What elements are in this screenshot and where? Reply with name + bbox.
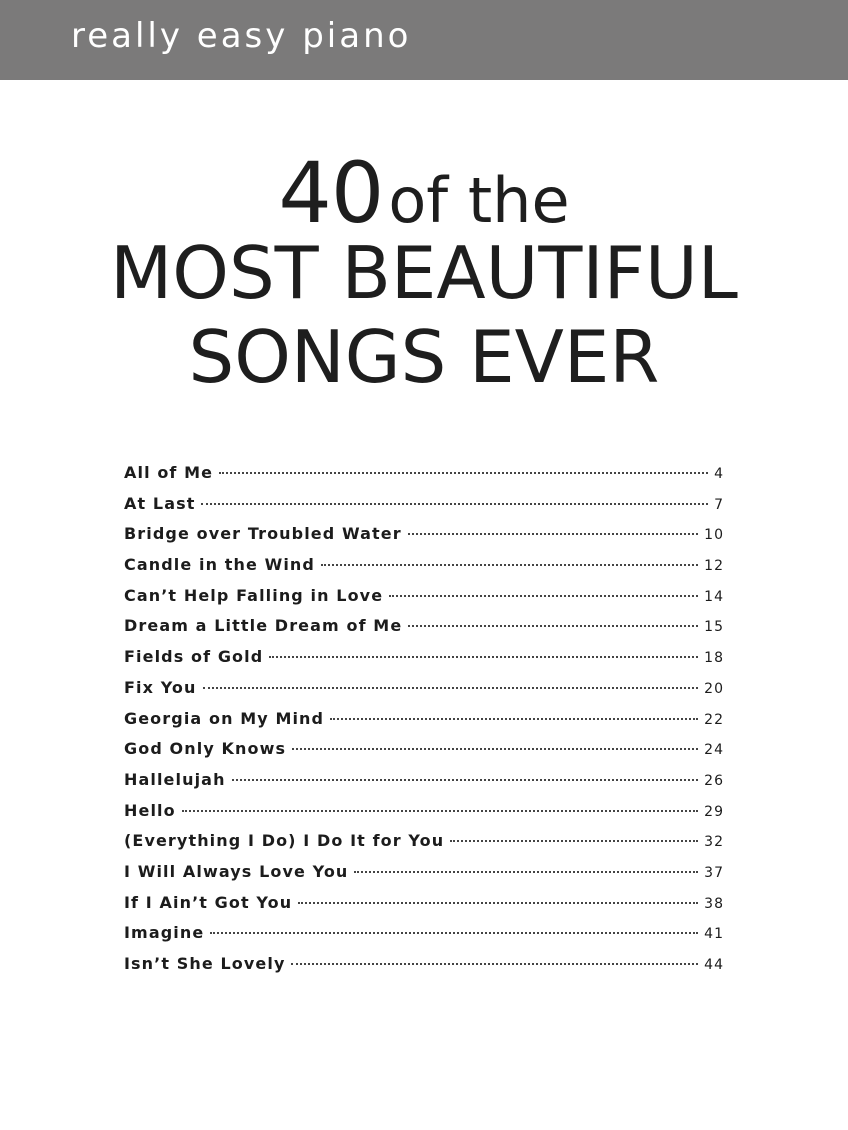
toc-page-number: 18 (704, 650, 724, 667)
toc-page-number: 10 (704, 527, 724, 544)
toc-page-number: 38 (704, 895, 724, 912)
toc-page-number: 15 (704, 619, 724, 636)
title-line-2: MOST BEAUTIFUL (110, 231, 738, 315)
title-line-3: SONGS EVER (188, 315, 660, 399)
toc-song-title: (Everything I Do) I Do It for You (124, 831, 445, 851)
toc-song-title: I Will Always Love You (124, 861, 349, 881)
toc-dot-leader (450, 840, 698, 842)
toc-entry (124, 770, 724, 801)
toc-page-number: 22 (704, 711, 724, 728)
toc-dot-leader (330, 718, 698, 720)
toc-dot-leader (292, 748, 698, 750)
toc-song-title: God Only Knows (124, 739, 287, 759)
toc-dot-leader (269, 656, 698, 658)
toc-song-title: Georgia on My Mind (124, 708, 325, 728)
series-header-bar (0, 0, 848, 80)
toc-song-title: Fix You (124, 677, 197, 697)
toc-dot-leader (408, 533, 698, 535)
toc-song-title: Hello (124, 800, 176, 820)
toc-song-title: Fields of Gold (124, 647, 264, 667)
title-of-the: of the (388, 164, 570, 237)
toc-page-number: 26 (704, 772, 724, 789)
toc-page-number: 29 (704, 803, 724, 820)
toc-dot-leader (298, 902, 698, 904)
toc-dot-leader (389, 595, 698, 597)
toc-page-number: 24 (704, 742, 724, 759)
toc-page-number: 41 (704, 926, 724, 943)
toc-page-number: 32 (704, 834, 724, 851)
toc-entry (124, 524, 724, 555)
toc-entry (124, 893, 724, 924)
toc-song-title: Bridge over Troubled Water (124, 524, 402, 544)
toc-dot-leader (201, 503, 708, 505)
toc-page-number: 37 (704, 864, 724, 881)
toc-song-title: At Last (124, 493, 196, 513)
toc-dot-leader (354, 871, 698, 873)
table-of-contents (124, 463, 724, 985)
toc-entry (124, 494, 724, 525)
toc-entry (124, 801, 724, 832)
toc-page-number: 7 (714, 496, 724, 513)
toc-entry (124, 739, 724, 770)
toc-entry (124, 586, 724, 617)
toc-song-title: Can’t Help Falling in Love (124, 585, 384, 605)
toc-dot-leader (321, 564, 698, 566)
title-number: 40 (278, 144, 384, 242)
toc-entry (124, 463, 724, 494)
series-name: really easy piano (71, 16, 412, 56)
toc-song-title: Imagine (124, 923, 205, 943)
toc-dot-leader (232, 779, 699, 781)
toc-dot-leader (291, 963, 698, 965)
toc-dot-leader (219, 472, 708, 474)
toc-page-number: 14 (704, 588, 724, 605)
toc-dot-leader (408, 625, 698, 627)
toc-entry (124, 678, 724, 709)
toc-entry (124, 862, 724, 893)
toc-entry (124, 954, 724, 985)
toc-song-title: Isn’t She Lovely (124, 954, 286, 973)
toc-song-title: Dream a Little Dream of Me (124, 616, 403, 636)
toc-page-number: 12 (704, 558, 724, 575)
toc-page-number: 44 (704, 957, 724, 973)
toc-dot-leader (203, 687, 699, 689)
toc-dot-leader (210, 932, 698, 934)
toc-entry (124, 709, 724, 740)
toc-song-title: Candle in the Wind (124, 555, 315, 575)
toc-song-title: All of Me (124, 463, 214, 482)
toc-entry (124, 616, 724, 647)
toc-song-title: Hallelujah (124, 769, 226, 789)
toc-entry (124, 647, 724, 678)
toc-entry (124, 555, 724, 586)
toc-dot-leader (182, 810, 698, 812)
toc-entry (124, 923, 724, 954)
toc-page-number: 4 (714, 466, 724, 482)
toc-page-number: 20 (704, 680, 724, 697)
toc-song-title: If I Ain’t Got You (124, 892, 293, 912)
toc-entry (124, 831, 724, 862)
